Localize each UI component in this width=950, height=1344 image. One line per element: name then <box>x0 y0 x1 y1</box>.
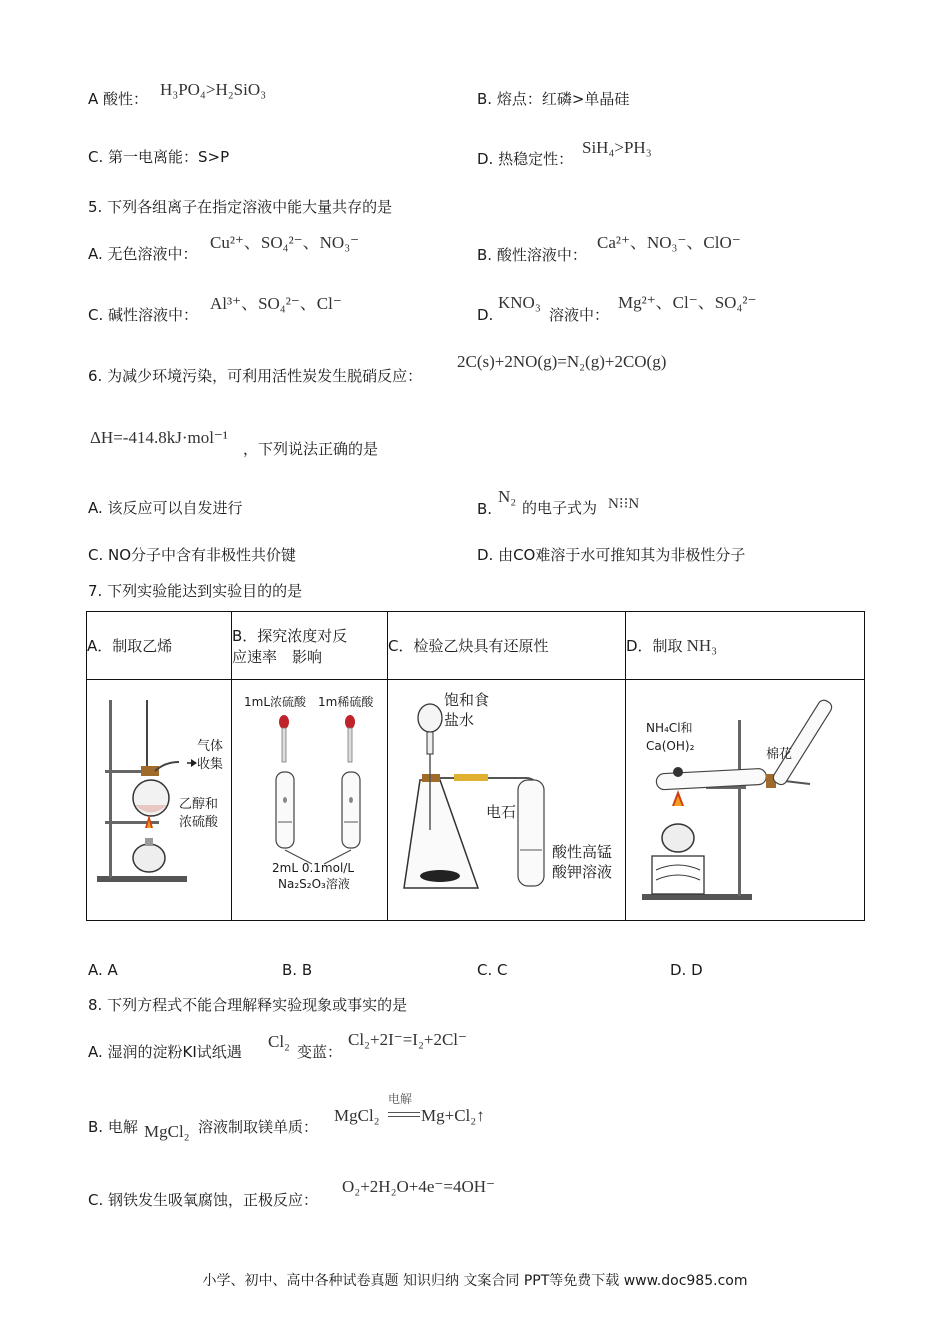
q5-option-b-label: B. 酸性溶液中： <box>477 246 587 264</box>
q8-option-b-eq-condition: 电解 <box>388 1092 413 1106</box>
label-kmno4-1: 酸性高锰 <box>552 843 613 861</box>
q6-stem-tail: ，下列说法正确的是 <box>243 440 379 458</box>
apparatus-d <box>626 680 865 921</box>
q8-option-a-cl2: Cl₂ <box>268 1032 290 1051</box>
header-d-label: D．制取 <box>626 637 683 655</box>
q8-option-a-equation: Cl₂+2I⁻=I₂+2Cl⁻ <box>348 1030 468 1049</box>
q8-option-c-equation: O₂+2H₂O+4e⁻=4OH⁻ <box>342 1177 495 1196</box>
q8-option-b-label: B. 电解 <box>88 1118 138 1136</box>
q7-option-b: B. B <box>282 961 313 979</box>
q5-option-d-ions: Mg²⁺、Cl⁻、SO₄²⁻ <box>618 293 757 312</box>
label-kmno4-2: 酸钾溶液 <box>552 863 613 881</box>
q4-option-d-formula: SiH₄>PH₃ <box>582 138 652 157</box>
apparatus-b <box>232 680 388 921</box>
q5-option-a-label: A. 无色溶液中： <box>88 245 198 263</box>
q4-option-a-label: A 酸性： <box>88 90 149 108</box>
q8-option-b-mgcl2: MgCl₂ <box>144 1122 190 1141</box>
label-collect: 收集 <box>197 757 224 772</box>
q8-option-b-eq-right: Mg+Cl₂↑ <box>421 1106 485 1125</box>
q5-option-d-solute: KNO₃ <box>498 293 541 312</box>
label-cotton: 棉花 <box>766 747 793 762</box>
q5-stem: 5. 下列各组离子在指定溶液中能大量共存的是 <box>88 198 393 216</box>
label-dilute-h2so4: 1m稀硫酸 <box>318 695 374 709</box>
q7-option-d: D. D <box>670 961 703 979</box>
header-a: A．制取乙烯 <box>87 612 232 680</box>
q6-stem: 6. 为减少环境污染，可利用活性炭发生脱硝反应： <box>88 367 423 385</box>
label-caoh2: Ca(OH)₂ <box>646 739 695 753</box>
label-thiosulfate-solution: Na₂S₂O₃溶液 <box>278 877 350 891</box>
q6-delta-h: ΔH=-414.8kJ·mol⁻¹ <box>90 428 229 447</box>
header-d-formula: NH₃ <box>686 636 718 655</box>
q6-equation: 2C(s)+2NO(g)=N₂(g)+2CO(g) <box>457 352 667 371</box>
q8-option-b-eq-left: MgCl₂ <box>334 1106 380 1125</box>
q7-stem: 7. 下列实验能达到实验目的的是 <box>88 582 303 600</box>
label-calcium-carbide: 电石 <box>486 803 517 821</box>
experiment-table <box>86 611 865 921</box>
page-footer: 小学、初中、高中各种试卷真题 知识归纳 文案合同 PPT等免费下载 www.doc985.com <box>202 1273 748 1289</box>
header-b-line2: 应速率 影响 <box>232 647 323 666</box>
header-d <box>626 612 865 680</box>
q6-option-b-n2: N₂ <box>498 487 517 506</box>
q7-option-c: C. C <box>477 961 508 979</box>
equation-equals-bar-bottom <box>388 1116 420 1118</box>
label-brine-2: 盐水 <box>444 711 475 729</box>
label-conc-h2so4: 1mL浓硫酸 <box>244 695 307 709</box>
label-brine-1: 饱和食 <box>444 691 490 709</box>
q4-option-b: B. 熔点：红磷>单晶硅 <box>477 90 630 108</box>
q5-option-c-ions: Al³⁺、SO₄²⁻、Cl⁻ <box>210 294 342 313</box>
q5-option-b-ions: Ca²⁺、NO₃⁻、ClO⁻ <box>597 233 741 252</box>
label-conc-acid: 浓硫酸 <box>179 815 219 830</box>
q8-option-a-mid: 变蓝： <box>297 1043 343 1061</box>
q6-option-b-label: B. <box>477 500 493 518</box>
q4-option-c: C. 第一电离能：S>P <box>88 148 230 166</box>
q8-option-c-label: C. 钢铁发生吸氧腐蚀，正极反应： <box>88 1191 319 1209</box>
q8-option-b-mid: 溶液制取镁单质： <box>198 1118 319 1136</box>
header-b-line1: B．探究浓度对反 <box>232 626 348 645</box>
q6-option-b-formula: N⁝⁝N <box>608 496 640 512</box>
q6-option-b-text: 的电子式为 <box>522 499 598 517</box>
q5-option-a-ions: Cu²⁺、SO₄²⁻、NO₃⁻ <box>210 233 360 252</box>
q8-option-a-label: A. 湿润的淀粉KI试纸遇 <box>88 1043 242 1061</box>
label-gas: 气体 <box>197 739 224 754</box>
label-ethanol: 乙醇和 <box>179 797 219 812</box>
q5-option-c-label: C. 碱性溶液中： <box>88 306 199 324</box>
header-c: C．检验乙炔具有还原性 <box>388 612 626 680</box>
label-thiosulfate-amount: 2mL 0.1mol/L <box>272 861 355 875</box>
q6-option-d: D. 由CO难溶于水可推知其为非极性分子 <box>477 546 746 564</box>
apparatus-c <box>388 680 626 921</box>
ammonia-setup-drawing <box>626 680 864 920</box>
equation-equals-bar-top <box>388 1112 420 1114</box>
q5-option-d-mid: 溶液中： <box>549 306 610 324</box>
q4-option-d-label: D. 热稳定性： <box>477 150 574 168</box>
q8-stem: 8. 下列方程式不能合理解释实验现象或事实的是 <box>88 996 408 1014</box>
q6-option-c: C. NO分子中含有非极性共价键 <box>88 546 297 564</box>
q6-option-a: A. 该反应可以自发进行 <box>88 499 243 517</box>
q4-option-a-formula: H₃PO₄>H₂SiO₃ <box>160 80 267 99</box>
acetylene-setup-drawing <box>388 680 625 920</box>
apparatus-a <box>87 680 232 921</box>
q5-option-d-label: D. <box>477 306 494 324</box>
label-nh4cl: NH₄Cl和 <box>646 721 693 735</box>
q7-option-a: A. A <box>88 961 118 979</box>
header-b <box>232 612 388 680</box>
